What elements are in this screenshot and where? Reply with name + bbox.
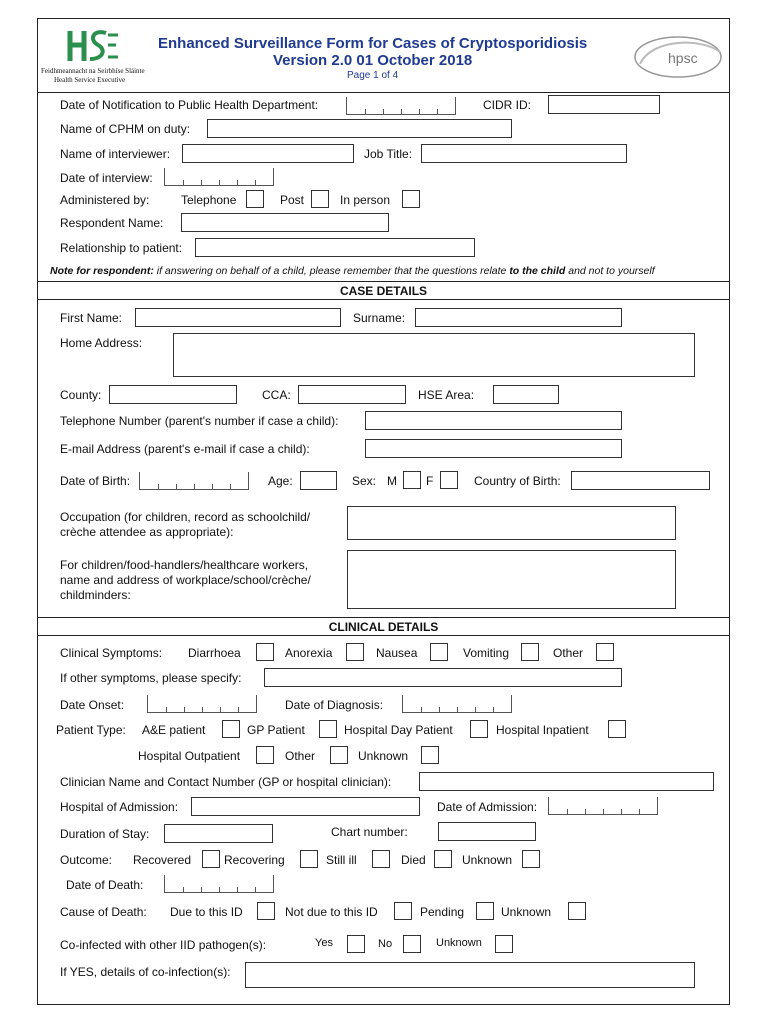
day-patient-label: Hospital Day Patient (344, 723, 453, 737)
home-address-label: Home Address: (60, 336, 143, 350)
day-patient-checkbox[interactable] (470, 720, 488, 738)
date-onset-input[interactable] (147, 695, 257, 713)
not-due-id-checkbox[interactable] (394, 902, 412, 920)
cause-death-label: Cause of Death: (60, 905, 147, 919)
date-death-input[interactable] (164, 875, 274, 893)
ae-label: A&E patient (142, 723, 206, 737)
relationship-input[interactable] (195, 238, 475, 257)
outcome-unknown-label: Unknown (462, 853, 513, 867)
cause-unknown-label: Unknown (501, 905, 552, 919)
date-notification-input[interactable] (346, 97, 456, 115)
anorexia-label: Anorexia (285, 646, 333, 660)
respondent-label: Respondent Name: (60, 216, 164, 230)
relationship-label: Relationship to patient: (60, 241, 183, 255)
country-birth-label: Country of Birth: (474, 474, 561, 488)
pt-unknown-label: Unknown (358, 749, 409, 763)
post-label: Post (280, 193, 305, 207)
date-interview-input[interactable] (164, 168, 274, 186)
diarrhoea-checkbox[interactable] (256, 643, 274, 661)
hospital-admission-input[interactable] (191, 797, 420, 816)
clinical-divider-top (37, 617, 730, 618)
telephone-number-input[interactable] (365, 411, 622, 430)
date-onset-label: Date Onset: (60, 698, 125, 712)
coinfected-label: Co-infected with other IID pathogen(s): (60, 938, 267, 952)
recovering-checkbox[interactable] (300, 850, 318, 868)
form-version: Version 2.0 01 October 2018 (273, 52, 473, 69)
coinfected-unknown-checkbox[interactable] (495, 935, 513, 953)
other-symptom-label: Other (553, 646, 584, 660)
note-end: and not to yourself (565, 265, 655, 277)
cca-label: CCA: (262, 388, 291, 402)
home-address-input[interactable] (173, 333, 695, 377)
vomiting-label: Vomiting (463, 646, 510, 660)
hse-area-input[interactable] (493, 385, 559, 404)
hse-area-label: HSE Area: (418, 388, 475, 402)
diarrhoea-label: Diarrhoea (188, 646, 241, 660)
still-ill-label: Still ill (326, 853, 357, 867)
chart-number-input[interactable] (438, 822, 536, 841)
email-input[interactable] (365, 439, 622, 458)
gp-checkbox[interactable] (319, 720, 337, 738)
case-divider-top (37, 281, 730, 282)
pt-unknown-checkbox[interactable] (421, 746, 439, 764)
date-interview-label: Date of interview: (60, 171, 153, 185)
inpatient-label: Hospital Inpatient (496, 723, 589, 737)
interviewer-label: Name of interviewer: (60, 147, 171, 161)
recovering-label: Recovering (224, 853, 285, 867)
cause-unknown-checkbox[interactable] (568, 902, 586, 920)
form-title: Enhanced Surveillance Form for Cases of Cryptosporidiosis (158, 35, 588, 52)
note-bold: Note for respondent: (50, 265, 154, 277)
symptoms-label: Clinical Symptoms: (60, 646, 163, 660)
date-diagnosis-label: Date of Diagnosis: (285, 698, 384, 712)
not-due-id-label: Not due to this ID (285, 905, 378, 919)
cca-input[interactable] (298, 385, 406, 404)
sex-m-label: M (387, 474, 397, 488)
cphm-label: Name of CPHM on duty: (60, 122, 191, 136)
occupation-label-1: Occupation (for children, record as schoolchild/ (60, 510, 311, 524)
telephone-label: Telephone (181, 193, 237, 207)
job-title-input[interactable] (421, 144, 627, 163)
coinfection-details-label: If YES, details of co-infection(s): (60, 965, 231, 979)
anorexia-checkbox[interactable] (346, 643, 364, 661)
still-ill-checkbox[interactable] (372, 850, 390, 868)
date-diagnosis-input[interactable] (402, 695, 512, 713)
header-divider (37, 92, 730, 93)
county-label: County: (60, 388, 102, 402)
clinical-details-heading: CLINICAL DETAILS (328, 620, 439, 634)
age-input[interactable] (300, 471, 337, 490)
job-title-label: Job Title: (364, 147, 413, 161)
occupation-input[interactable] (347, 506, 676, 540)
telephone-number-label: Telephone Number (parent's number if case a child): (60, 414, 339, 428)
county-input[interactable] (109, 385, 237, 404)
dob-input[interactable] (139, 472, 249, 490)
date-notification-label: Date of Notification to Public Health Department: (60, 98, 319, 112)
duration-label: Duration of Stay: (60, 827, 150, 841)
sex-f-label: F (426, 474, 434, 488)
died-label: Died (401, 853, 426, 867)
date-admission-label: Date of Admission: (437, 800, 538, 814)
other-specify-input[interactable] (264, 668, 622, 687)
other-symptom-checkbox[interactable] (596, 643, 614, 661)
post-checkbox[interactable] (311, 190, 329, 208)
page-number: Page 1 of 4 (347, 70, 399, 81)
duration-input[interactable] (164, 824, 273, 843)
respondent-input[interactable] (181, 213, 389, 232)
note-bold-child: to the child (509, 265, 566, 277)
administered-by-label: Administered by: (60, 193, 150, 207)
coinfected-no-checkbox[interactable] (403, 935, 421, 953)
workplace-label-3: childminders: (60, 588, 131, 602)
in-person-label: In person (340, 193, 391, 207)
occupation-label-2: crèche attendee as appropriate): (60, 525, 234, 539)
recovered-checkbox[interactable] (202, 850, 220, 868)
telephone-checkbox[interactable] (246, 190, 264, 208)
case-divider-bottom (37, 299, 730, 300)
workplace-label-2: name and address of workplace/school/crèche/ (60, 573, 311, 587)
surname-label: Surname: (353, 311, 406, 325)
first-name-input[interactable] (135, 308, 341, 327)
ae-checkbox[interactable] (222, 720, 240, 738)
country-birth-input[interactable] (571, 471, 710, 490)
surname-input[interactable] (415, 308, 622, 327)
interviewer-input[interactable] (182, 144, 354, 163)
outpatient-checkbox[interactable] (256, 746, 274, 764)
died-checkbox[interactable] (434, 850, 452, 868)
coinfected-yes-label: Yes (315, 937, 333, 949)
outpatient-label: Hospital Outpatient (138, 749, 241, 763)
in-person-checkbox[interactable] (402, 190, 420, 208)
outcome-unknown-checkbox[interactable] (522, 850, 540, 868)
hospital-admission-label: Hospital of Admission: (60, 800, 179, 814)
note-mid: if answering on behalf of a child, please remember that the questions relate (153, 265, 510, 277)
first-name-label: First Name: (60, 311, 123, 325)
clinician-label: Clinician Name and Contact Number (GP or hospital clinician): (60, 775, 392, 789)
gp-label: GP Patient (247, 723, 305, 737)
pending-label: Pending (420, 905, 465, 919)
vomiting-checkbox[interactable] (521, 643, 539, 661)
nausea-checkbox[interactable] (430, 643, 448, 661)
recovered-label: Recovered (133, 853, 192, 867)
date-death-label: Date of Death: (66, 878, 144, 892)
age-label: Age: (268, 474, 293, 488)
patient-type-label: Patient Type: (56, 723, 126, 737)
workplace-input[interactable] (347, 550, 676, 609)
clinician-input[interactable] (419, 772, 714, 791)
outcome-label: Outcome: (60, 853, 113, 867)
pending-checkbox[interactable] (476, 902, 494, 920)
due-id-checkbox[interactable] (257, 902, 275, 920)
other-specify-label: If other symptoms, please specify: (60, 671, 242, 685)
workplace-label-1: For children/food-handlers/healthcare workers, (60, 558, 309, 572)
cphm-input[interactable] (207, 119, 512, 138)
dob-label: Date of Birth: (60, 474, 131, 488)
nausea-label: Nausea (376, 646, 418, 660)
hpsc-text: hpsc (668, 50, 698, 66)
respondent-note (50, 265, 655, 277)
email-label: E-mail Address (parent's e-mail if case a child): (60, 442, 310, 456)
inpatient-checkbox[interactable] (608, 720, 626, 738)
pt-other-checkbox[interactable] (330, 746, 348, 764)
sex-m-checkbox[interactable] (403, 471, 421, 489)
sex-label: Sex: (352, 474, 377, 488)
sex-f-checkbox[interactable] (440, 471, 458, 489)
cidr-id-input[interactable] (548, 95, 660, 114)
case-details-heading: CASE DETAILS (339, 284, 428, 298)
chart-number-label: Chart number: (331, 825, 408, 839)
coinfection-details-input[interactable] (245, 962, 695, 988)
cidr-id-label: CIDR ID: (483, 98, 531, 112)
hse-subtitle-english: Health Service Executive (54, 76, 126, 84)
coinfected-no-label: No (378, 938, 393, 950)
due-id-label: Due to this ID (170, 905, 243, 919)
date-admission-input[interactable] (548, 797, 658, 815)
clinical-divider-bottom (37, 635, 730, 636)
pt-other-label: Other (285, 749, 316, 763)
hse-subtitle-irish: Feidhmeannacht na Seirbhíse Sláinte (41, 67, 145, 75)
coinfected-unknown-label: Unknown (436, 937, 482, 949)
coinfected-yes-checkbox[interactable] (347, 935, 365, 953)
